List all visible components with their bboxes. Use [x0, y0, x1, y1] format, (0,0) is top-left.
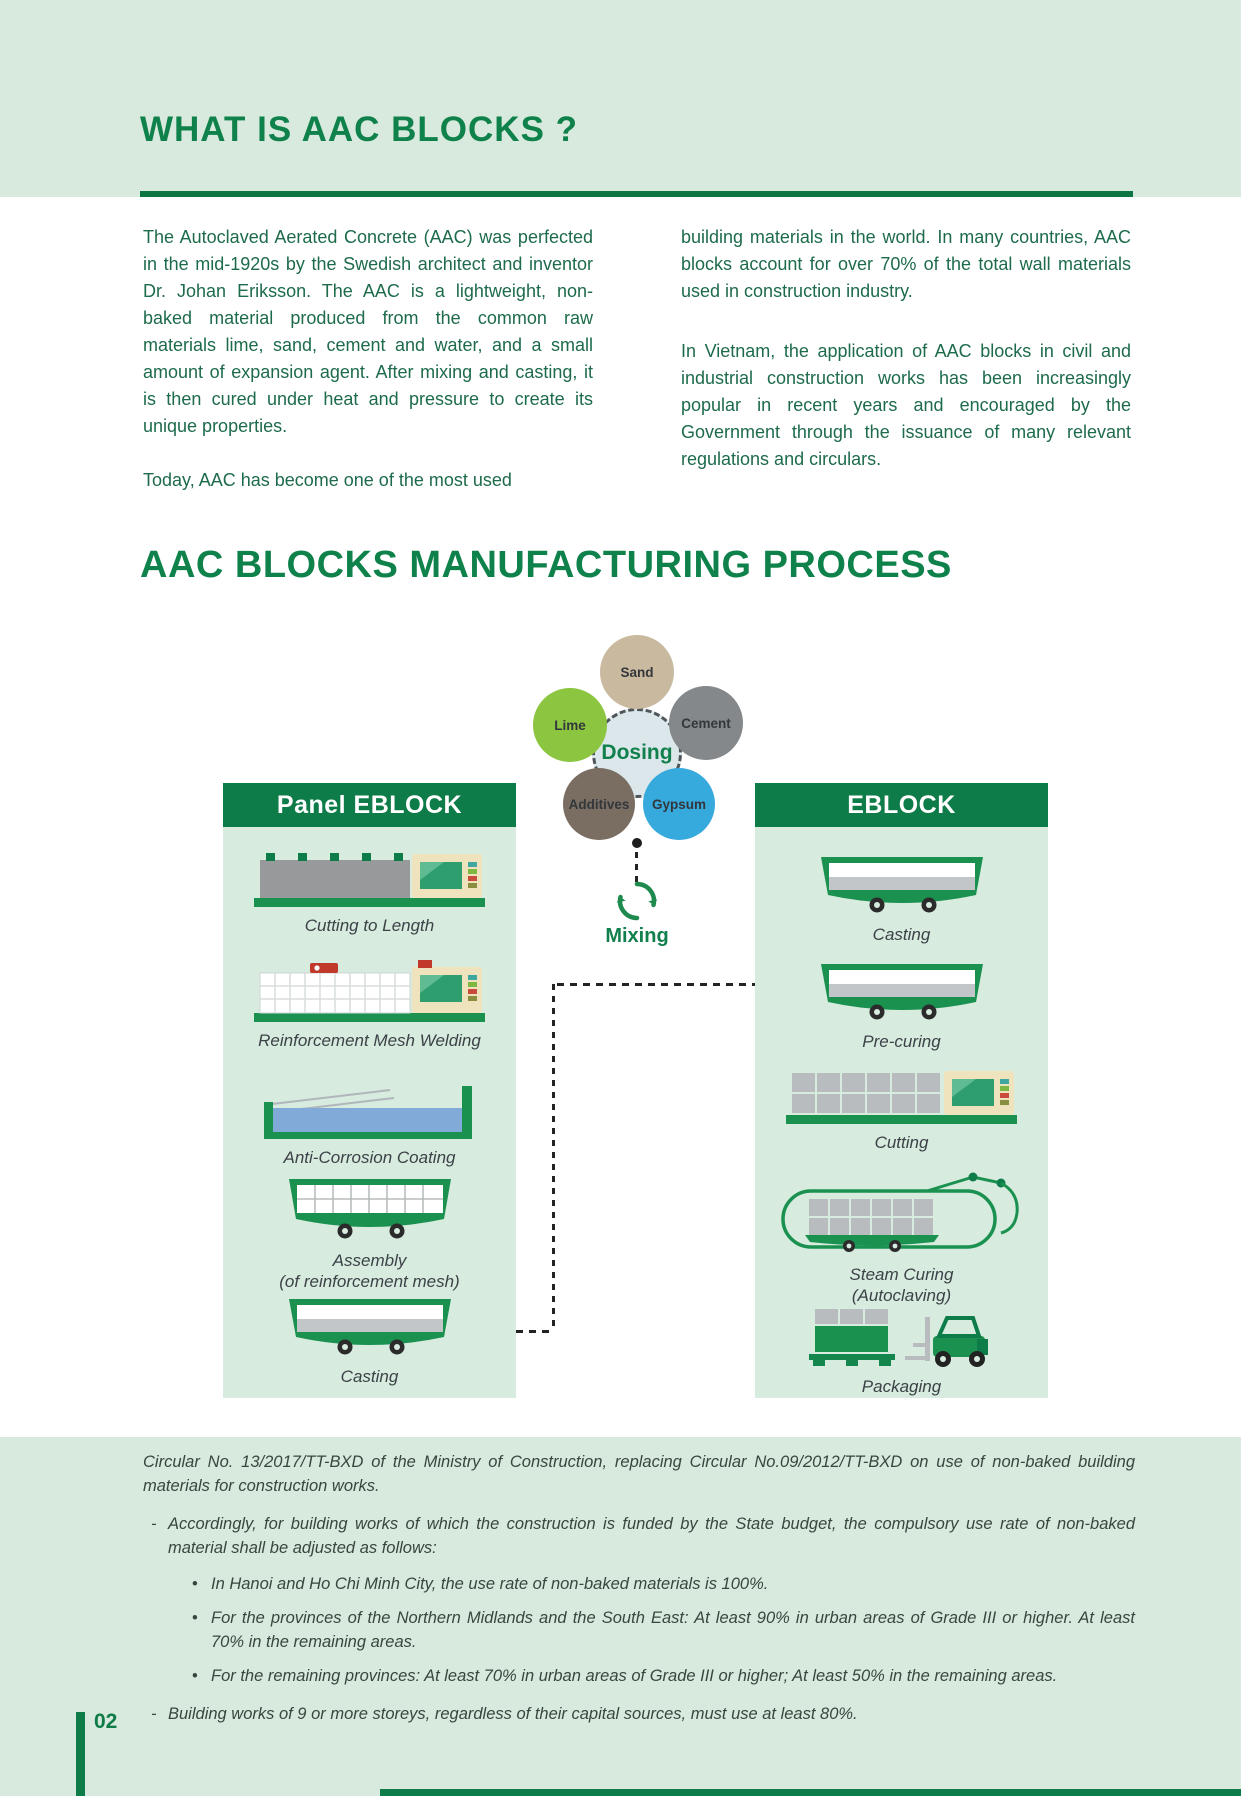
flow-dot: [632, 838, 642, 848]
ingredient-additives: [563, 768, 635, 840]
casting-mold-illustration: [817, 855, 987, 917]
step-cutting-to-length: [223, 850, 516, 936]
block-cutting-illustration: [784, 1067, 1019, 1125]
step-casting-left: [223, 1297, 516, 1387]
ingredient-label: Additives: [568, 796, 630, 812]
coating-tank-illustration: [252, 1082, 487, 1140]
step-label: (Autoclaving): [851, 1286, 952, 1305]
title-underline: [140, 191, 1133, 197]
top-band: [0, 0, 1241, 197]
step-pre-curing: [755, 962, 1048, 1052]
regulation-item: [192, 1606, 1135, 1654]
eblock-column: [755, 783, 1048, 1398]
section-heading: AAC BLOCKS MANUFACTURING PROCESS: [140, 544, 952, 586]
dash-marker: -: [151, 1515, 157, 1533]
step-anti-corrosion-coating: [223, 1082, 516, 1168]
eblock-body: [755, 827, 1048, 1398]
bullet-marker: •: [192, 1667, 198, 1685]
panel-eblock-column: [223, 783, 516, 1398]
ingredient-label: Sand: [620, 664, 654, 680]
dash-marker: -: [151, 1705, 157, 1723]
ingredient-label: Lime: [554, 717, 586, 733]
mixing-label: Mixing: [605, 925, 669, 947]
step-mesh-welding: [223, 957, 516, 1051]
page-number-bar: [76, 1712, 85, 1796]
intro-paragraph: In Vietnam, the application of AAC blocks in civil and industrial construction works has been increasingly popular in recent years and encouraged by the Government through the issuance of many relevant regulations and circulars.: [681, 341, 1131, 469]
regulation-item: [151, 1512, 1135, 1560]
pre-curing-mold-illustration: [817, 962, 987, 1024]
panel-eblock-body: [223, 827, 516, 1398]
bullet-marker: •: [192, 1575, 198, 1593]
step-label: Cutting to Length: [304, 916, 435, 935]
regulation-item: [151, 1702, 1135, 1726]
panel-eblock-header: [223, 783, 516, 827]
panel-title: EBLOCK: [847, 790, 956, 819]
step-label: Cutting: [874, 1133, 929, 1152]
intro-column-right: [681, 224, 1131, 473]
intro-paragraph: building materials in the world. In many countries, AAC blocks account for over 70% of the total wall materials used in construction industry.: [681, 227, 1131, 301]
regulation-text: In Hanoi and Ho Chi Minh City, the use rate of non-baked materials is 100%.: [211, 1575, 769, 1593]
ingredient-lime: [533, 688, 607, 762]
step-casting-right: [755, 855, 1048, 945]
step-assembly: [223, 1177, 516, 1292]
step-label: (of reinforcement mesh): [279, 1272, 460, 1291]
ingredient-gypsum: [643, 768, 715, 840]
intro-column-left: [143, 224, 593, 494]
step-steam-curing: [755, 1169, 1048, 1306]
ingredient-cement: [669, 686, 743, 760]
step-label: Steam Curing: [849, 1265, 954, 1284]
mixing-icon: [614, 878, 660, 924]
regulations-block: [143, 1450, 1135, 1738]
intro-paragraph: Today, AAC has become one of the most used: [143, 470, 512, 490]
panel-title: Panel EBLOCK: [276, 790, 463, 819]
flow-dashed-line: [552, 984, 555, 1332]
ingredient-sand: [600, 635, 674, 709]
regulations-intro: Circular No. 13/2017/TT-BXD of the Ministry of Construction, replacing Circular No.09/2012/TT-BXD on use of non-baked building materials for construction works.: [143, 1453, 1135, 1495]
eblock-header: [755, 783, 1048, 827]
regulation-text: Building works of 9 or more storeys, regardless of their capital sources, must use at least 80%.: [168, 1705, 858, 1723]
ingredient-label: Cement: [681, 715, 731, 731]
step-label: Assembly: [332, 1251, 407, 1270]
step-label: Reinforcement Mesh Welding: [258, 1031, 481, 1050]
regulation-item: [192, 1572, 1135, 1596]
regulation-text: For the remaining provinces: At least 70% in urban areas of Grade III or higher; At least 50% in the remaining areas.: [211, 1667, 1058, 1685]
step-label: Casting: [872, 925, 931, 944]
step-label: Pre-curing: [862, 1032, 941, 1051]
step-label: Packaging: [861, 1377, 942, 1396]
step-label: Casting: [340, 1367, 399, 1386]
regulation-text: Accordingly, for building works of which the construction is funded by the State budget, the compulsory use rate of non-baked material shall be adjusted as follows:: [168, 1515, 1135, 1557]
step-cutting-right: [755, 1067, 1048, 1153]
assembly-mold-illustration: [285, 1177, 455, 1243]
bullet-marker: •: [192, 1609, 198, 1627]
regulation-text: For the provinces of the Northern Midlands and the South East: At least 90% in urban areas of Grade III or higher. At least 70% in the remaining areas.: [211, 1609, 1135, 1651]
ingredient-label: Gypsum: [651, 796, 706, 812]
casting-mold-illustration: [285, 1297, 455, 1359]
step-packaging: [755, 1303, 1048, 1397]
step-label: Anti-Corrosion Coating: [283, 1148, 456, 1167]
page-title: WHAT IS AAC BLOCKS ?: [140, 110, 579, 149]
mesh-welding-illustration: [252, 957, 487, 1023]
autoclave-illustration: [777, 1169, 1027, 1257]
bottom-edge-bar: [380, 1789, 1241, 1796]
intro-paragraph: The Autoclaved Aerated Concrete (AAC) was perfected in the mid-1920s by the Swedish architect and inventor Dr. Johan Eriksson. The AAC is a lightweight, non-baked material produced from the common raw materials lime, sand, cement and water, and a small amount of expansion agent. After mixing and casting, it is then cured under heat and pressure to create its unique properties.: [143, 227, 593, 436]
regulation-item: [192, 1664, 1135, 1688]
dosing-label: Dosing: [601, 741, 673, 764]
cutting-machine-illustration: [252, 850, 487, 908]
packaging-forklift-illustration: [787, 1303, 1017, 1369]
page-number: 02: [94, 1710, 118, 1733]
